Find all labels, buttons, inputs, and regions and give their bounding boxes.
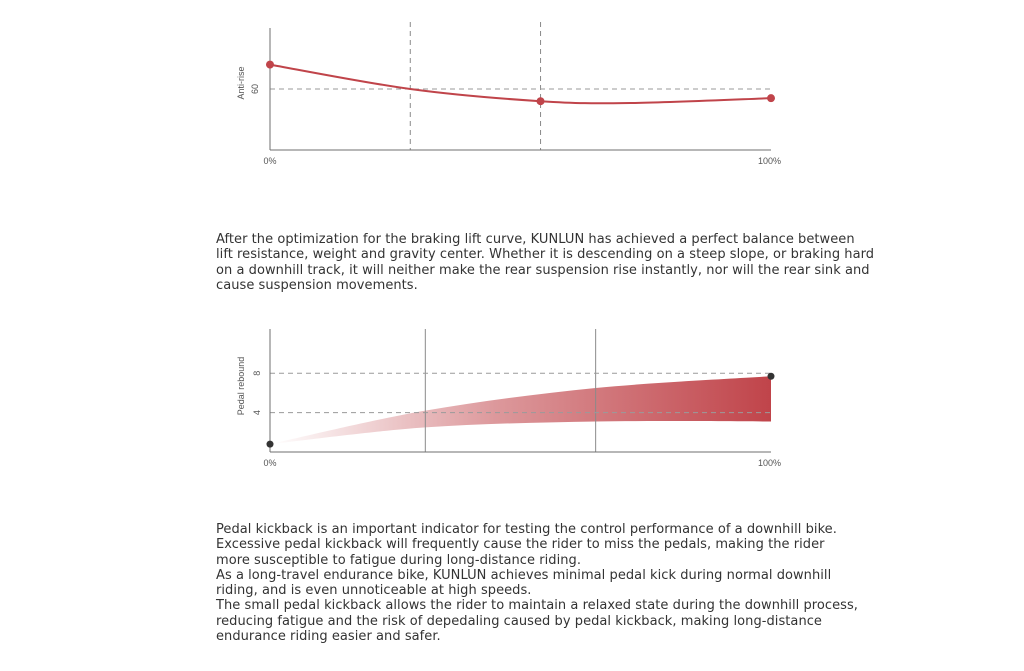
pedal-kickback-description xyxy=(216,522,856,644)
data-point xyxy=(767,94,775,102)
y-axis-label: Anti-rise xyxy=(236,66,246,100)
x-tick-label: 0% xyxy=(263,156,277,166)
anti-rise-chart xyxy=(0,0,1024,185)
data-point xyxy=(267,441,274,448)
pedal-rebound-chart xyxy=(0,300,1024,485)
paragraph-line: After the optimization for the braking lift curve, KUNLUN has achieved a perfect balance between xyxy=(216,232,855,247)
paragraph-line: endurance riding easier and safer. xyxy=(216,629,441,645)
paragraph-line: Excessive pedal kickback will frequently cause the rider to miss the pedals, making the rider xyxy=(216,537,825,553)
paragraph-line: As a long-travel endurance bike, KUNLUN achieves minimal pedal kick during normal downhill xyxy=(216,567,832,583)
paragraph-line: Pedal kickback is an important indicator for testing the control performance of a downhill bike. xyxy=(216,522,837,537)
paragraph-line: on a downhill track, it will neither make the rear suspension rise instantly, nor will the rear sink and xyxy=(216,262,870,278)
paragraph-line: riding, and is even unnoticeable at high speeds. xyxy=(216,583,532,599)
data-point xyxy=(537,97,545,105)
y-tick-label: 60 xyxy=(250,83,260,95)
braking-lift-description xyxy=(216,232,875,293)
data-point xyxy=(266,61,274,69)
paragraph-line: The small pedal kickback allows the rider to maintain a relaxed state during the downhill process, xyxy=(216,598,858,614)
pedal-rebound-band xyxy=(270,376,771,444)
paragraph-line: cause suspension movements. xyxy=(216,277,418,293)
x-tick-label: 0% xyxy=(263,458,277,468)
x-tick-label: 100% xyxy=(757,458,781,468)
x-tick-label: 100% xyxy=(757,156,781,166)
y-tick-label: 4 xyxy=(252,410,262,416)
paragraph-line: more susceptible to fatigue during long-distance riding. xyxy=(216,552,582,568)
y-axis-label: Pedal rebound xyxy=(236,356,246,416)
y-tick-label: 8 xyxy=(252,370,262,376)
paragraph-line: lift resistance, weight and gravity center. Whether it is descending on a steep slope, or braking hard xyxy=(216,247,875,263)
paragraph-line: reducing fatigue and the risk of depedaling caused by pedal kickback, making long-distance xyxy=(216,613,822,629)
anti-rise-curve xyxy=(270,65,771,104)
data-point xyxy=(768,373,775,380)
